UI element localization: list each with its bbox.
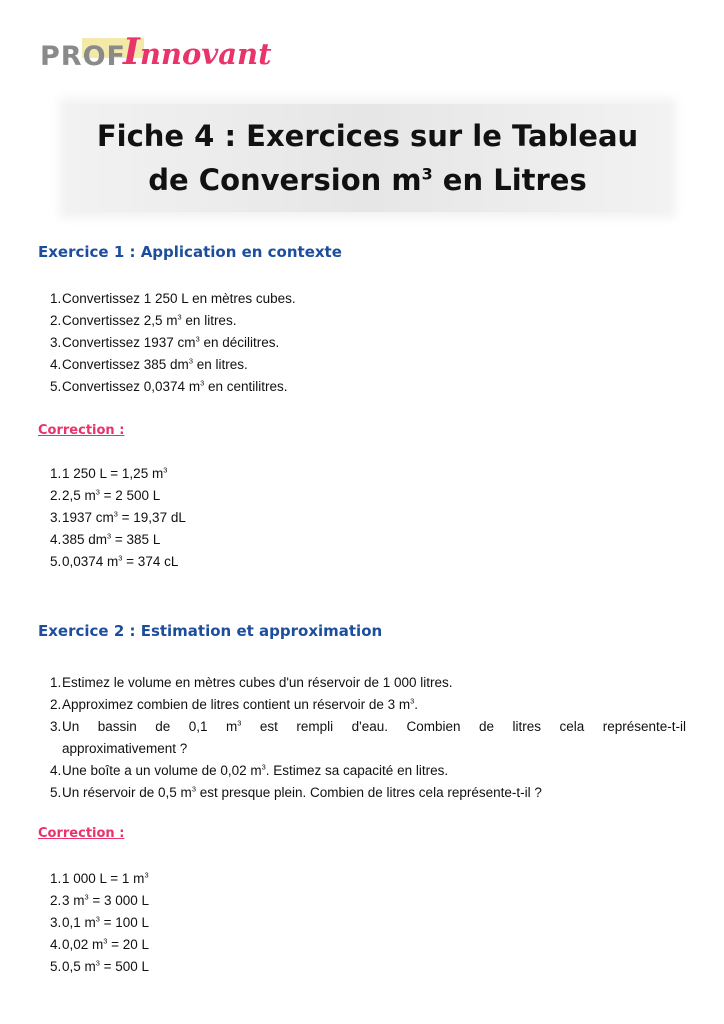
title-box <box>65 104 670 212</box>
correction-item: 2. 2,5 $m^3 = 2$ 500 L <box>50 487 161 503</box>
page-title-line-1: Fiche 4 : Exercices sur le Tableau <box>96 119 639 153</box>
page-title-line-2: de Conversion $m^3$ en Litres <box>148 163 587 197</box>
exercise-item: 5. Un réservoir de 0,5 $m^3$ est presque plein. Combien de litres cela représente-t-il ? <box>50 784 542 800</box>
exercise-item: 4. Une boîte a un volume de 0,02 $m^3$. Estimez sa capacité en litres. <box>50 762 449 778</box>
exercise-item: 2. Convertissez 2,5 $m^3$ en litres. <box>50 312 237 328</box>
logo-innovant: Innovant <box>122 31 272 73</box>
exercise-1-heading: Exercice 1 : Application en contexte <box>38 243 342 261</box>
exercise-2-correction-list <box>50 868 686 978</box>
exercise-1-list <box>50 288 686 398</box>
correction-item: 1. 1 000 L = 1 $m^3$ <box>50 870 149 886</box>
correction-item: 4. 0,02 $m^3 = 20$ L <box>50 936 150 952</box>
exercise-item: 1. Convertissez 1 250 L en mètres cubes. <box>50 291 296 306</box>
exercise-2-list <box>50 672 686 804</box>
exercise-item: 1. Estimez le volume en mètres cubes d'un réservoir de 1 000 litres. <box>50 675 453 690</box>
exercise-2-correction-heading: Correction : <box>38 826 125 841</box>
exercise-item: 3. Convertissez 1937 $cm^3$ en décilitres. <box>50 334 280 350</box>
correction-item: 3. 0,1 $m^3 = 100$ L <box>50 914 150 930</box>
correction-item: 5. 0,5 $m^3 = 500$ L <box>50 958 150 974</box>
correction-item: 4. 385 $dm^3 = 385$ L <box>50 531 161 547</box>
exercise-item: 4. Convertissez 385 $dm^3$ en litres. <box>50 356 248 372</box>
correction-item: 5. 0,0374 $m^3 = 374$ cL <box>50 553 179 569</box>
logo <box>40 30 272 73</box>
exercise-1-correction-list <box>50 463 686 573</box>
exercise-2-heading: Exercice 2 : Estimation et approximation <box>38 622 383 640</box>
correction-item: 1. 1 250 L = 1,25 $m^3$ <box>50 465 168 481</box>
exercise-1-correction-heading: Correction : <box>38 423 125 438</box>
exercise-item: 3. Un bassin de 0,1 $m^3$ est rempli d'eau. Combien de litres cela représente-t-il approximativement ? <box>50 718 686 756</box>
logo-prof: PROF <box>40 41 126 72</box>
exercise-item: 5. Convertissez 0,0374 $m^3$ en centilitres. <box>50 378 288 394</box>
correction-item: 2. 3 $m^3 = 3$ 000 L <box>50 892 150 908</box>
correction-item: 3. 1937 $cm^3 = 19,37$ dL <box>50 509 186 525</box>
exercise-item: 2. Approximez combien de litres contient un réservoir de 3 $m^3$. <box>50 696 419 712</box>
